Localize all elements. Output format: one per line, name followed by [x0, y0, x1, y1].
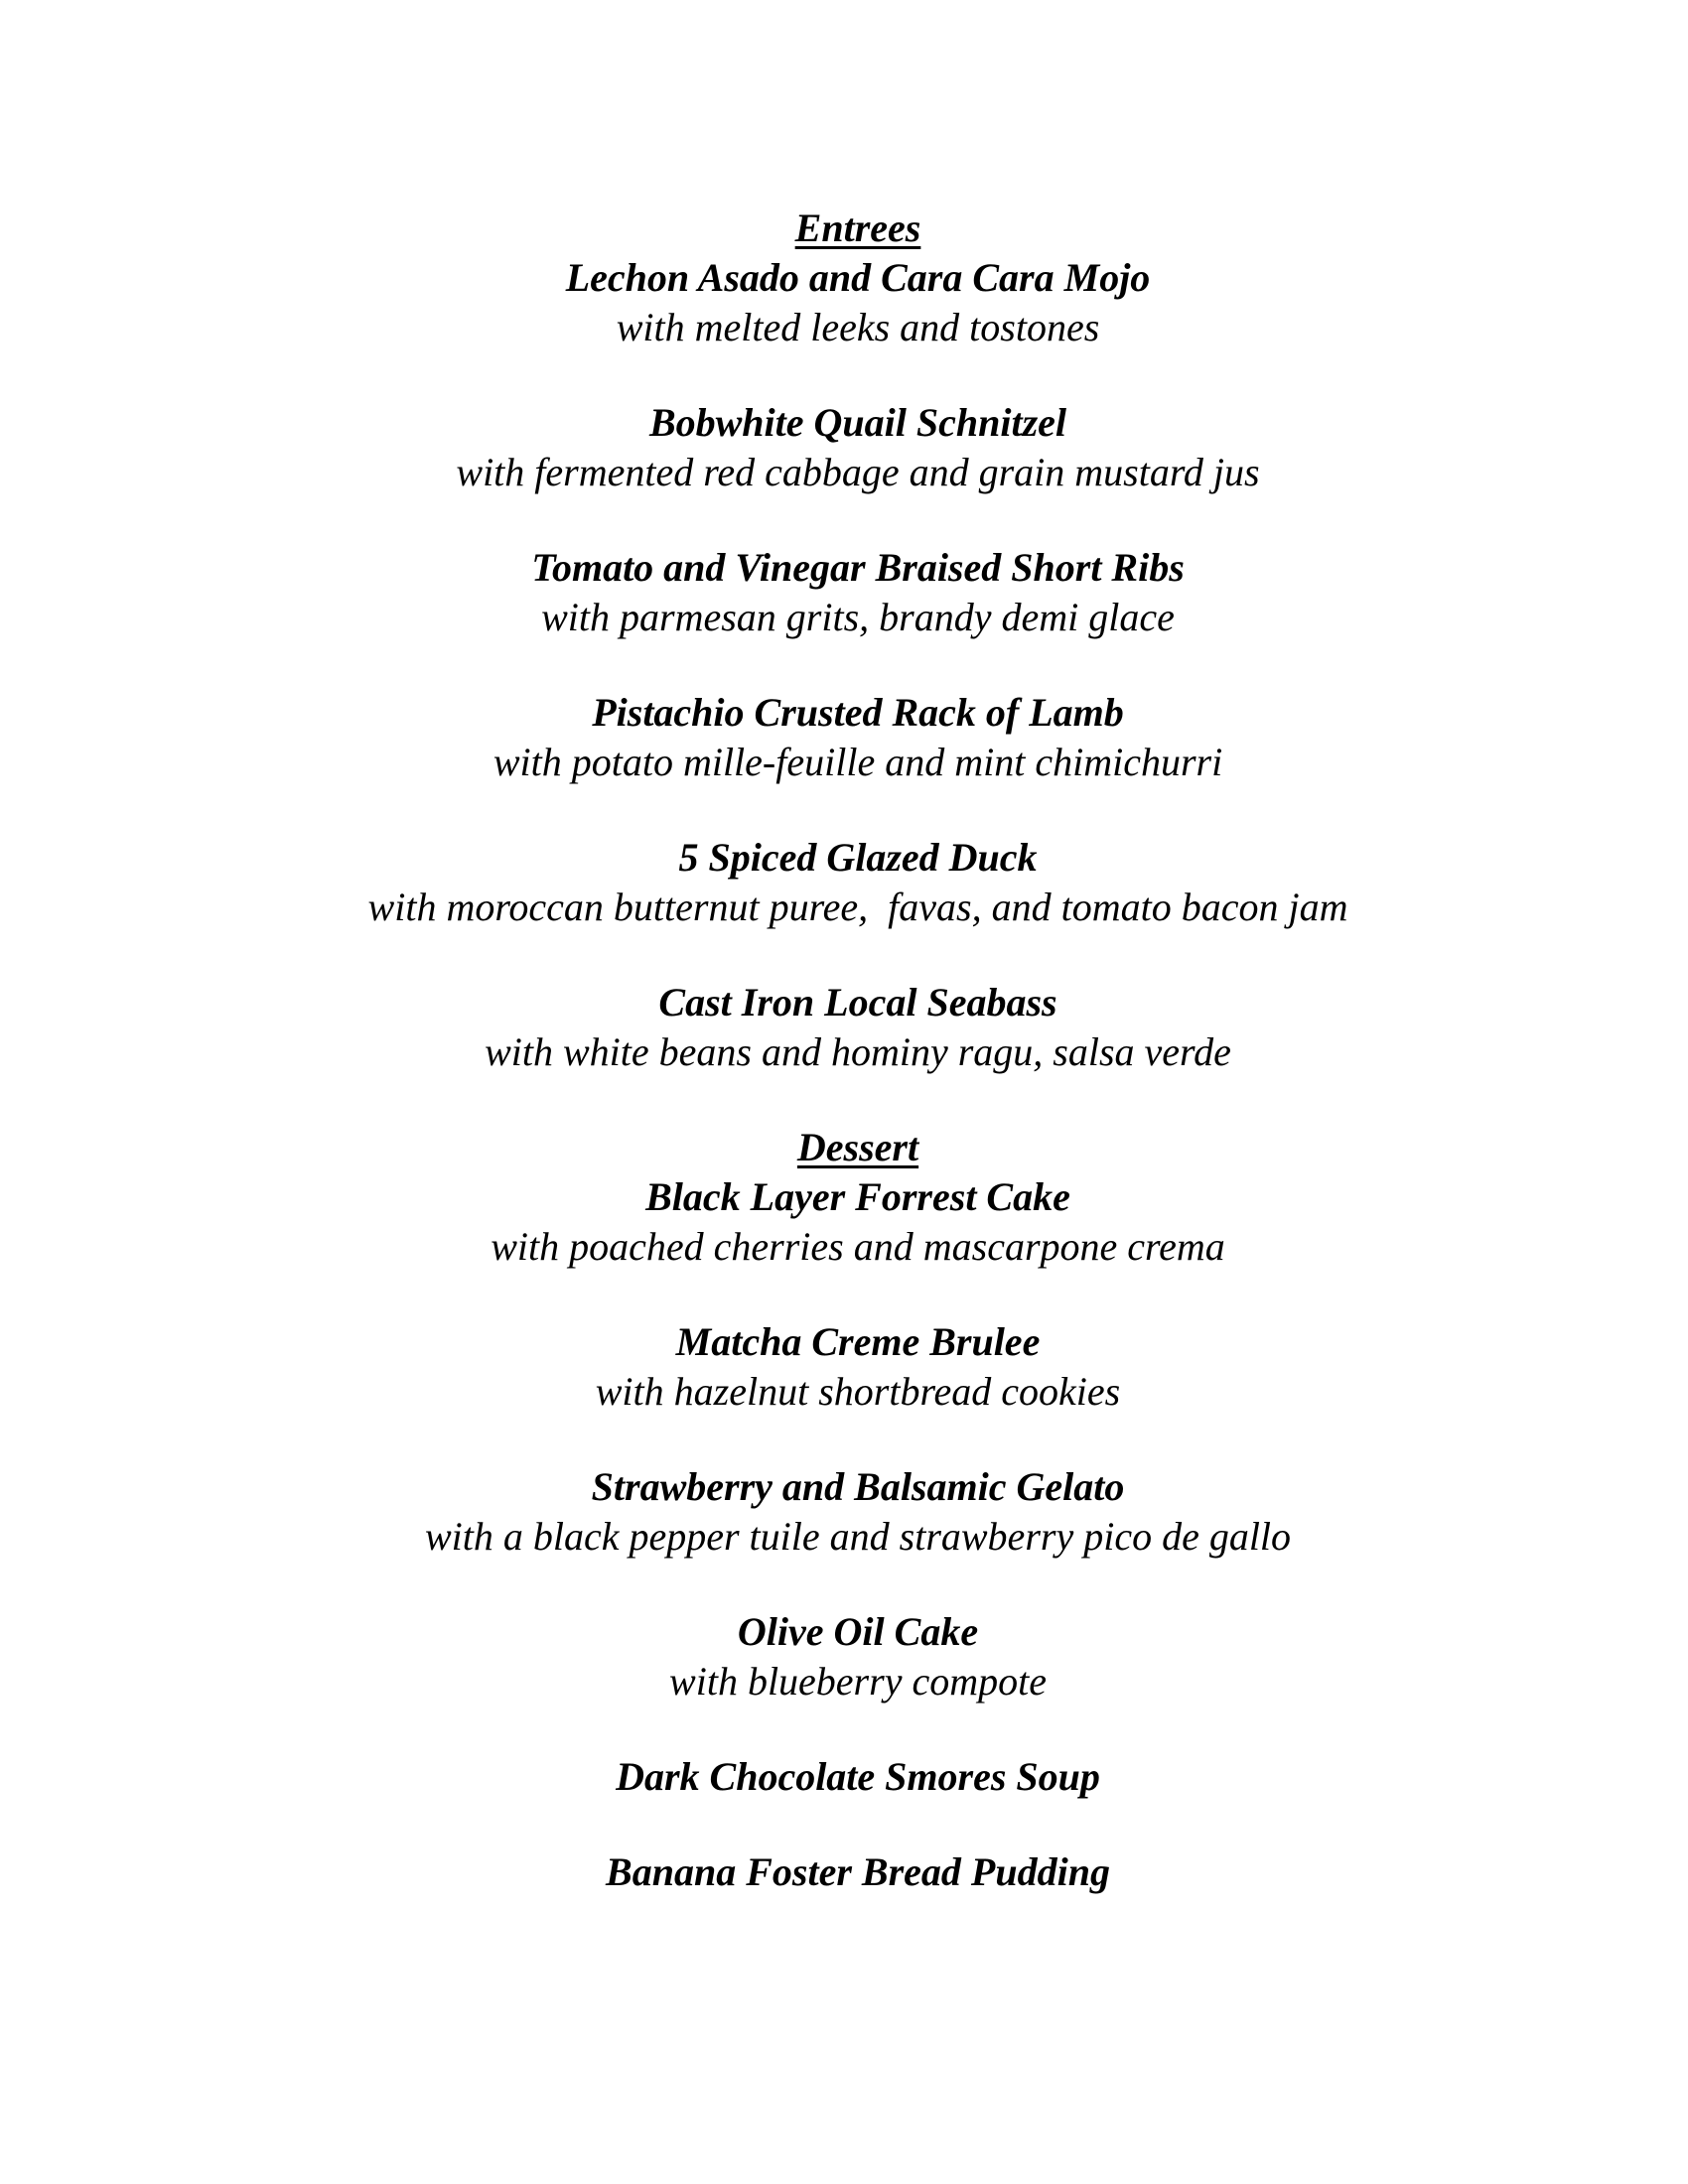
- section-items: [28, 1172, 1688, 1897]
- section-items: [28, 253, 1688, 1077]
- menu-item: [28, 1752, 1688, 1802]
- menu-item-description: with potato mille-feuille and mint chimichurri: [492, 740, 1223, 784]
- menu-item-name: Dark Chocolate Smores Soup: [616, 1754, 1100, 1799]
- menu-item: [28, 1317, 1688, 1417]
- menu-item-name: Bobwhite Quail Schnitzel: [648, 400, 1067, 445]
- menu-item-name: Olive Oil Cake: [737, 1609, 979, 1654]
- menu-item-description: with poached cherries and mascarpone crema: [491, 1224, 1225, 1269]
- menu-item-name: Black Layer Forrest Cake: [645, 1174, 1070, 1219]
- menu-item-name: Matcha Creme Brulee: [675, 1319, 1041, 1364]
- menu-item: [28, 688, 1688, 787]
- menu-item-description: with white beans and hominy ragu, salsa verde: [485, 1029, 1231, 1074]
- menu-item-name: Pistachio Crusted Rack of Lamb: [592, 690, 1124, 735]
- menu-section: [28, 1123, 1688, 1897]
- menu-item-name: Lechon Asado and Cara Cara Mojo: [565, 255, 1151, 300]
- menu-item-description: with melted leeks and tostones: [616, 305, 1100, 349]
- menu-item-description: with blueberry compote: [669, 1659, 1047, 1704]
- menu-item-name: 5 Spiced Glazed Duck: [678, 835, 1038, 880]
- section-header: Dessert: [796, 1125, 919, 1169]
- menu-item: [28, 1607, 1688, 1706]
- menu-content: [28, 204, 1688, 1897]
- menu-item: [28, 1847, 1688, 1897]
- menu-item: [28, 978, 1688, 1077]
- menu-item-name: Banana Foster Bread Pudding: [606, 1849, 1110, 1894]
- menu-item: [28, 543, 1688, 642]
- menu-item: [28, 253, 1688, 352]
- menu-item-name: Strawberry and Balsamic Gelato: [591, 1464, 1125, 1509]
- section-header: Entrees: [794, 205, 921, 250]
- menu-item-description: with fermented red cabbage and grain mustard jus: [456, 450, 1260, 494]
- menu-item-description: with hazelnut shortbread cookies: [595, 1369, 1121, 1414]
- menu-item: [28, 1172, 1688, 1272]
- menu-item-name: Cast Iron Local Seabass: [658, 980, 1057, 1024]
- menu-section: [28, 204, 1688, 1077]
- menu-item: [28, 833, 1688, 932]
- menu-item-description: with parmesan grits, brandy demi glace: [541, 595, 1175, 639]
- menu-item: [28, 398, 1688, 497]
- menu-item-name: Tomato and Vinegar Braised Short Ribs: [531, 545, 1185, 590]
- menu-item: [28, 1462, 1688, 1562]
- menu-item-description: with moroccan butternut puree, favas, and tomato bacon jam: [367, 885, 1348, 929]
- menu-item-description: with a black pepper tuile and strawberry pico de gallo: [424, 1514, 1292, 1559]
